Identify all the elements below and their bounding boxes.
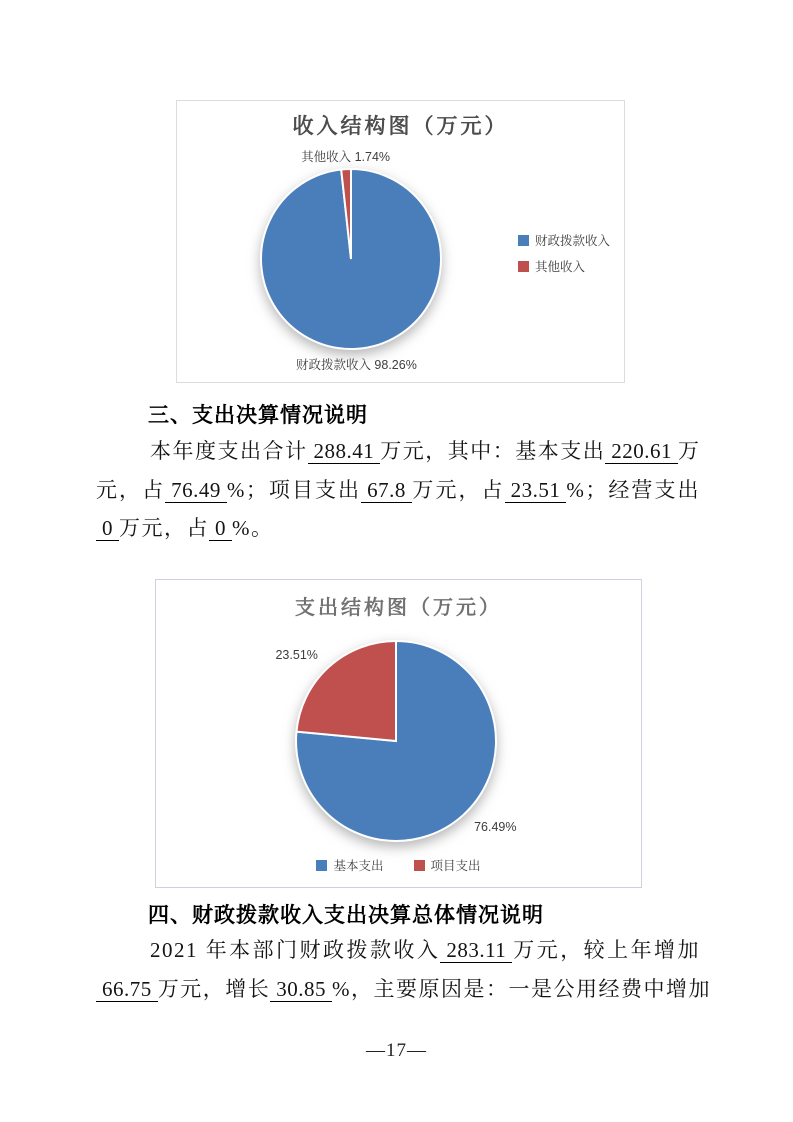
- legend-label: 财政拨款收入: [534, 234, 610, 248]
- text-segment: 元，占: [96, 477, 166, 502]
- text-segment: %，主要原因是：一是公用经费中增加: [332, 976, 711, 1001]
- pie-data-label: 财政拨款收入 98.26%: [295, 357, 417, 372]
- legend-item: [414, 856, 481, 874]
- text-segment: 万元，占: [411, 477, 505, 502]
- legend-color-swatch-icon: [518, 261, 529, 272]
- underlined-value: 283.11: [440, 938, 512, 963]
- legend-label: 项目支出: [430, 859, 481, 873]
- text-segment: 2021 年本部门财政拨款收入: [150, 938, 441, 962]
- section-heading-four: 四、财政拨款收入支出决算总体情况说明: [148, 904, 544, 927]
- text-line: [96, 970, 711, 1009]
- chart-title: 收入结构图（万元）: [292, 115, 509, 138]
- underlined-value: 76.49: [165, 478, 227, 503]
- text-segment: 万元，增长: [157, 976, 271, 1001]
- expenditure-pie-chart: [156, 580, 641, 887]
- pie-slices-group: [296, 641, 496, 841]
- text-line: [96, 432, 700, 471]
- underlined-value: 67.8: [361, 478, 412, 503]
- pie-data-label: 76.49%: [474, 819, 517, 834]
- text-segment: 本年度支出合计: [150, 439, 308, 463]
- text-segment: 万元，较上年增加: [512, 938, 701, 962]
- text-line: [96, 509, 700, 548]
- legend-item: [316, 856, 383, 874]
- text-segment: 万元，其中：基本支出: [380, 439, 606, 463]
- underlined-value: 23.51: [505, 478, 567, 503]
- underlined-value: 220.61: [605, 439, 678, 464]
- section-heading-three: 三、支出决算情况说明: [148, 404, 368, 427]
- underlined-value: 0: [209, 516, 232, 541]
- underlined-value: 0: [96, 516, 119, 541]
- text-segment: %。: [232, 516, 274, 541]
- fiscal-appropriation-paragraph: [96, 931, 711, 1008]
- legend-color-swatch-icon: [518, 235, 529, 246]
- legend-item: [518, 231, 610, 249]
- underlined-value: 288.41: [308, 439, 381, 464]
- legend-item: [518, 257, 610, 275]
- chart-legend: [518, 231, 610, 275]
- underlined-value: 66.75: [96, 977, 158, 1002]
- page-number: —17—: [366, 1040, 427, 1061]
- text-segment: %；经营支出: [566, 477, 701, 502]
- chart-title: 支出结构图（万元）: [295, 597, 502, 619]
- underlined-value: 30.85: [270, 977, 332, 1002]
- pie-slices-group: [261, 169, 441, 349]
- text-line: [96, 471, 700, 510]
- legend-color-swatch-icon: [414, 860, 425, 871]
- expenditure-structure-chart: [155, 579, 642, 888]
- income-structure-chart: [176, 100, 625, 383]
- legend-label: 其他收入: [534, 260, 585, 274]
- text-segment: 万: [678, 439, 701, 463]
- text-segment: %；项目支出: [226, 477, 362, 502]
- chart-legend: [156, 856, 641, 874]
- text-segment: 万元，占: [119, 516, 209, 541]
- text-line: [96, 931, 700, 970]
- expenditure-paragraph: [96, 432, 700, 548]
- legend-label: 基本支出: [333, 859, 384, 873]
- pie-data-label: 其他收入 1.74%: [301, 150, 391, 165]
- pie-data-label: 23.51%: [275, 648, 318, 663]
- legend-color-swatch-icon: [316, 860, 327, 871]
